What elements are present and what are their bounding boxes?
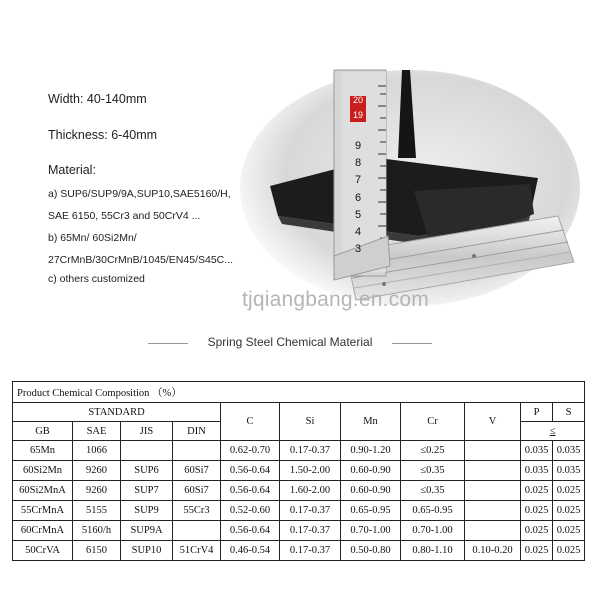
ruler-mark: 9 — [354, 140, 362, 152]
col-header: V — [465, 403, 521, 441]
table-row — [13, 541, 585, 561]
cell-s: 0.025 — [553, 521, 585, 541]
standard-col-header: GB — [13, 422, 73, 441]
cell-cr: 0.70-1.00 — [401, 521, 465, 541]
cell-jis — [121, 441, 173, 461]
col-header: C — [221, 403, 280, 441]
cell-s: 0.035 — [553, 441, 585, 461]
table-row — [13, 441, 585, 461]
cell-jis: SUP7 — [121, 481, 173, 501]
ps-limit-note: ≤ — [521, 422, 585, 441]
table-row — [13, 481, 585, 501]
section-title — [0, 333, 600, 353]
cell-c: 0.62-0.70 — [221, 441, 280, 461]
cell-gb: 65Mn — [13, 441, 73, 461]
cell-si: 1.50-2.00 — [280, 461, 341, 481]
cell-gb: 60Si2MnA — [13, 481, 73, 501]
standard-col-header: SAE — [73, 422, 121, 441]
cell-din: 55Cr3 — [173, 501, 221, 521]
cell-v — [465, 501, 521, 521]
ruler-mark: 3 — [354, 243, 362, 255]
cell-din — [173, 441, 221, 461]
product-photo — [238, 66, 586, 316]
cell-p: 0.025 — [521, 501, 553, 521]
ruler-top-mark: 19 — [352, 110, 364, 120]
spec-width: Width: 40-140mm — [48, 92, 147, 106]
cell-v — [465, 461, 521, 481]
spec-material-heading: Material: — [48, 163, 96, 177]
table-row — [13, 461, 585, 481]
cell-v — [465, 521, 521, 541]
cell-sae: 6150 — [73, 541, 121, 561]
cell-din: 60Si7 — [173, 461, 221, 481]
material-line: c) others customized — [48, 273, 145, 285]
standard-col-header: JIS — [121, 422, 173, 441]
col-header: P — [521, 403, 553, 422]
composition-table — [12, 381, 585, 561]
watermark: tjqiangbang.en.com — [242, 288, 429, 311]
cell-jis: SUP6 — [121, 461, 173, 481]
cell-gb: 50CrVA — [13, 541, 73, 561]
cell-v — [465, 481, 521, 501]
cell-din: 51CrV4 — [173, 541, 221, 561]
cell-cr: ≤0.35 — [401, 461, 465, 481]
cell-din — [173, 521, 221, 541]
ruler-mark: 6 — [354, 192, 362, 204]
title-rule-left — [148, 343, 188, 344]
cell-c: 0.56-0.64 — [221, 481, 280, 501]
ruler-mark: 4 — [354, 226, 362, 238]
col-header: S — [553, 403, 585, 422]
material-line: b) 65Mn/ 60Si2Mn/ — [48, 232, 137, 244]
col-header: Cr — [401, 403, 465, 441]
cell-c: 0.52-0.60 — [221, 501, 280, 521]
cell-mn: 0.90-1.20 — [341, 441, 401, 461]
material-line: 27CrMnB/30CrMnB/1045/EN45/S45C... — [48, 254, 234, 266]
col-header: Si — [280, 403, 341, 441]
cell-mn: 0.60-0.90 — [341, 481, 401, 501]
cell-v: 0.10-0.20 — [465, 541, 521, 561]
cell-si: 0.17-0.37 — [280, 501, 341, 521]
cell-s: 0.035 — [553, 461, 585, 481]
cell-mn: 0.50-0.80 — [341, 541, 401, 561]
cell-sae: 1066 — [73, 441, 121, 461]
cell-p: 0.025 — [521, 481, 553, 501]
cell-jis: SUP10 — [121, 541, 173, 561]
cell-c: 0.56-0.64 — [221, 521, 280, 541]
cell-mn: 0.65-0.95 — [341, 501, 401, 521]
cell-cr: 0.65-0.95 — [401, 501, 465, 521]
cell-c: 0.56-0.64 — [221, 461, 280, 481]
cell-sae: 5155 — [73, 501, 121, 521]
cell-c: 0.46-0.54 — [221, 541, 280, 561]
table-caption: Product Chemical Composition （%） — [13, 382, 585, 403]
cell-p: 0.025 — [521, 521, 553, 541]
cell-cr: ≤0.25 — [401, 441, 465, 461]
standard-header: STANDARD — [13, 403, 221, 422]
spec-thickness: Thickness: 6-40mm — [48, 128, 158, 142]
cell-gb: 60CrMnA — [13, 521, 73, 541]
cell-gb: 60Si2Mn — [13, 461, 73, 481]
cell-sae: 5160/h — [73, 521, 121, 541]
cell-p: 0.035 — [521, 441, 553, 461]
cell-mn: 0.60-0.90 — [341, 461, 401, 481]
cell-p: 0.035 — [521, 461, 553, 481]
cell-v — [465, 441, 521, 461]
cell-cr: ≤0.35 — [401, 481, 465, 501]
cell-si: 0.17-0.37 — [280, 541, 341, 561]
cell-sae: 9260 — [73, 481, 121, 501]
cell-si: 0.17-0.37 — [280, 521, 341, 541]
ruler-mark: 8 — [354, 157, 362, 169]
ruler-mark: 7 — [354, 174, 362, 186]
cell-din: 60Si7 — [173, 481, 221, 501]
material-line: a) SUP6/SUP9/9A,SUP10,SAE5160/H, — [48, 188, 231, 200]
title-rule-right — [392, 343, 432, 344]
cell-si: 1.60-2.00 — [280, 481, 341, 501]
cell-mn: 0.70-1.00 — [341, 521, 401, 541]
material-line: SAE 6150, 55Cr3 and 50CrV4 ... — [48, 210, 201, 222]
col-header: Mn — [341, 403, 401, 441]
table-row — [13, 521, 585, 541]
ruler-top-mark: 20 — [352, 95, 364, 105]
cell-jis: SUP9 — [121, 501, 173, 521]
cell-cr: 0.80-1.10 — [401, 541, 465, 561]
cell-s: 0.025 — [553, 481, 585, 501]
cell-p: 0.025 — [521, 541, 553, 561]
cell-s: 0.025 — [553, 501, 585, 521]
standard-col-header: DIN — [173, 422, 221, 441]
cell-gb: 55CrMnA — [13, 501, 73, 521]
cell-si: 0.17-0.37 — [280, 441, 341, 461]
table-row — [13, 501, 585, 521]
ruler-mark: 5 — [354, 209, 362, 221]
cell-s: 0.025 — [553, 541, 585, 561]
section-title-label: Spring Steel Chemical Material — [207, 335, 373, 349]
cell-jis: SUP9A — [121, 521, 173, 541]
cell-sae: 9260 — [73, 461, 121, 481]
